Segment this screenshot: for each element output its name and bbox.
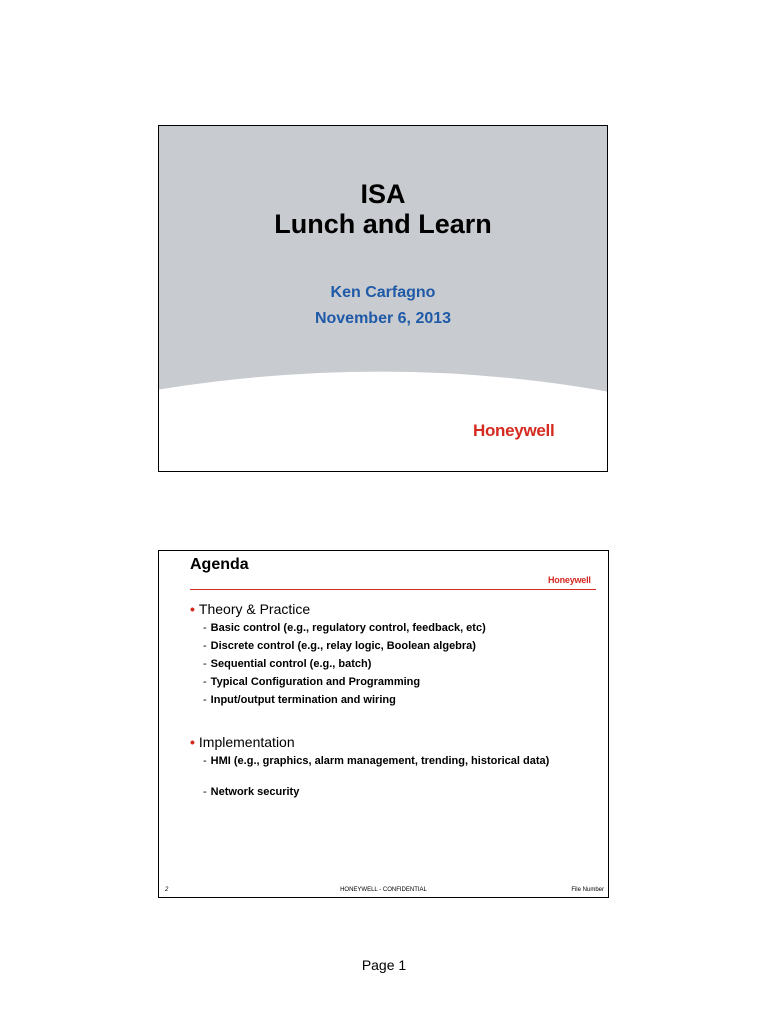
agenda-item-text: Discrete control (e.g., relay logic, Boolean algebra) (210, 640, 476, 652)
section-heading-text: Implementation (198, 734, 295, 750)
title-slide (158, 125, 608, 472)
agenda-item (203, 623, 583, 634)
title-divider (190, 589, 596, 590)
presenter-name: Ken Carfagno (330, 284, 436, 301)
agenda-item-text: Sequential control (e.g., batch) (210, 658, 372, 670)
slide-number: 2 (165, 887, 169, 893)
section-heading-text: Theory & Practice (198, 601, 311, 617)
agenda-slide (158, 550, 609, 898)
confidential-footer: HONEYWELL - CONFIDENTIAL (340, 887, 427, 893)
honeywell-logo-small: Honeywell (548, 575, 591, 585)
honeywell-logo: Honeywell (473, 421, 555, 440)
agenda-section-heading (190, 601, 310, 618)
dash-icon: - (203, 640, 207, 652)
agenda-item-text: Input/output termination and wiring (210, 694, 396, 706)
page-number: Page 1 (361, 957, 407, 973)
bullet-icon: • (190, 734, 195, 750)
agenda-title: Agenda (190, 556, 249, 573)
agenda-item-text: HMI (e.g., graphics, alarm management, trending, historical data) (210, 755, 550, 767)
title-slide-title-line2: Lunch and Learn (274, 209, 492, 239)
agenda-item (203, 787, 583, 798)
dash-icon: - (203, 658, 207, 670)
agenda-section-heading (190, 734, 295, 751)
dash-icon: - (203, 694, 207, 706)
file-number-footer: File Number (571, 887, 604, 893)
agenda-item (203, 677, 583, 688)
dash-icon: - (203, 755, 207, 767)
title-slide-title-line1: ISA (360, 179, 406, 209)
agenda-item-text: Typical Configuration and Programming (210, 676, 421, 688)
agenda-item (203, 641, 583, 652)
agenda-item (203, 695, 583, 706)
presentation-date: November 6, 2013 (314, 310, 452, 327)
agenda-item-text: Basic control (e.g., regulatory control, feedback, etc) (210, 622, 486, 634)
agenda-item (203, 659, 583, 670)
dash-icon: - (203, 622, 207, 634)
dash-icon: - (203, 786, 207, 798)
bullet-icon: • (190, 601, 195, 617)
agenda-item-text: Network security (210, 786, 300, 798)
agenda-item (203, 756, 583, 767)
dash-icon: - (203, 676, 207, 688)
